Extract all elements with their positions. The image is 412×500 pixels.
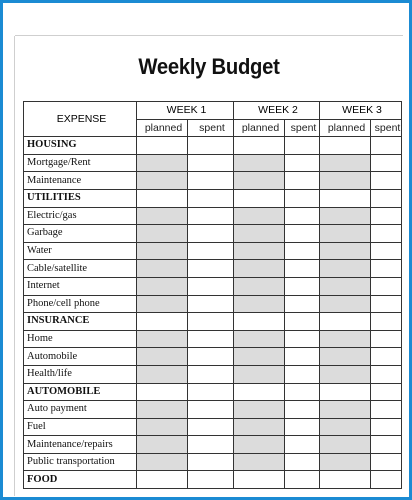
- expense-label: Home: [24, 330, 137, 348]
- week-1-spent-cell[interactable]: [188, 383, 234, 401]
- week-1-planned-cell[interactable]: [137, 189, 188, 207]
- expense-label: Auto payment: [24, 401, 137, 419]
- week-1-planned-cell[interactable]: [137, 453, 188, 471]
- expense-row: [24, 348, 402, 366]
- week-3-planned-cell[interactable]: [320, 277, 371, 295]
- expense-label: Maintenance/repairs: [24, 436, 137, 454]
- expense-label: Garbage: [24, 225, 137, 243]
- section-label: INSURANCE: [24, 313, 137, 331]
- week-3-spent-cell[interactable]: [371, 313, 402, 331]
- expense-label: Cable/satellite: [24, 260, 137, 278]
- week-1-spent-cell[interactable]: [188, 277, 234, 295]
- week-2-planned-cell[interactable]: [234, 260, 285, 278]
- week-1-planned-cell[interactable]: [137, 313, 188, 331]
- week-2-planned-cell[interactable]: [234, 330, 285, 348]
- week-1-planned-cell[interactable]: [137, 295, 188, 313]
- section-label: UTILITIES: [24, 189, 137, 207]
- week-1-spent-cell[interactable]: [188, 365, 234, 383]
- week-2-spent-cell[interactable]: [285, 418, 320, 436]
- week-3-spent-cell[interactable]: [371, 207, 402, 225]
- week-2-planned-cell[interactable]: [234, 225, 285, 243]
- week-3-spent-cell[interactable]: [371, 436, 402, 454]
- week-2-spent-cell[interactable]: [285, 365, 320, 383]
- week-3-planned-cell[interactable]: [320, 471, 371, 489]
- week-1-planned-header: planned: [137, 119, 188, 137]
- week-3-planned-cell[interactable]: [320, 137, 371, 155]
- week-3-planned-cell[interactable]: [320, 330, 371, 348]
- week-2-planned-cell[interactable]: [234, 313, 285, 331]
- week-1-spent-cell[interactable]: [188, 453, 234, 471]
- week-1-spent-cell[interactable]: [188, 418, 234, 436]
- expense-row: [24, 154, 402, 172]
- week-2-planned-cell[interactable]: [234, 189, 285, 207]
- week-2-planned-cell[interactable]: [234, 348, 285, 366]
- week-2-spent-cell[interactable]: [285, 436, 320, 454]
- expense-row: [24, 242, 402, 260]
- expense-row: [24, 436, 402, 454]
- page-title: Weekly Budget: [138, 54, 280, 79]
- week-2-spent-cell[interactable]: [285, 277, 320, 295]
- week-3-spent-cell[interactable]: [371, 348, 402, 366]
- week-1-planned-cell[interactable]: [137, 365, 188, 383]
- week-3-spent-cell[interactable]: [371, 383, 402, 401]
- expense-row: [24, 277, 402, 295]
- week-2-planned-cell[interactable]: [234, 172, 285, 190]
- week-1-spent-cell[interactable]: [188, 401, 234, 419]
- week-3-planned-cell[interactable]: [320, 383, 371, 401]
- week-1-spent-cell[interactable]: [188, 172, 234, 190]
- week-3-spent-cell[interactable]: [371, 189, 402, 207]
- week-2-planned-cell[interactable]: [234, 453, 285, 471]
- expense-label: Automobile: [24, 348, 137, 366]
- week-3-spent-cell[interactable]: [371, 260, 402, 278]
- week-2-spent-cell[interactable]: [285, 225, 320, 243]
- week-2-spent-cell[interactable]: [285, 348, 320, 366]
- week-1-planned-cell[interactable]: [137, 348, 188, 366]
- week-3-planned-cell[interactable]: [320, 225, 371, 243]
- expense-row: [24, 207, 402, 225]
- week-3-planned-cell[interactable]: [320, 189, 371, 207]
- expense-row: [24, 453, 402, 471]
- week-1-spent-cell[interactable]: [188, 260, 234, 278]
- section-row: [24, 471, 402, 489]
- week-1-spent-cell[interactable]: [188, 313, 234, 331]
- section-row: [24, 313, 402, 331]
- expense-label: Mortgage/Rent: [24, 154, 137, 172]
- week-3-spent-cell[interactable]: [371, 401, 402, 419]
- week-2-spent-cell[interactable]: [285, 453, 320, 471]
- expense-row: [24, 401, 402, 419]
- week-1-planned-cell[interactable]: [137, 154, 188, 172]
- week-3-spent-cell[interactable]: [371, 172, 402, 190]
- week-1-planned-cell[interactable]: [137, 330, 188, 348]
- week-2-planned-header: planned: [234, 119, 285, 137]
- week-2-planned-cell[interactable]: [234, 365, 285, 383]
- week-2-header: WEEK 2: [234, 102, 320, 120]
- section-row: [24, 383, 402, 401]
- expense-row: [24, 260, 402, 278]
- expense-row: [24, 295, 402, 313]
- week-2-planned-cell[interactable]: [234, 154, 285, 172]
- week-3-planned-cell[interactable]: [320, 260, 371, 278]
- expense-header: EXPENSE: [24, 102, 137, 137]
- expense-label: Maintenance: [24, 172, 137, 190]
- week-2-spent-cell[interactable]: [285, 242, 320, 260]
- week-3-spent-cell[interactable]: [371, 277, 402, 295]
- week-3-spent-cell[interactable]: [371, 330, 402, 348]
- expense-label: Water: [24, 242, 137, 260]
- week-1-spent-cell[interactable]: [188, 242, 234, 260]
- week-2-planned-cell[interactable]: [234, 418, 285, 436]
- week-3-spent-cell[interactable]: [371, 242, 402, 260]
- header-row: [24, 102, 402, 120]
- section-label: FOOD: [24, 471, 137, 489]
- week-2-spent-cell[interactable]: [285, 313, 320, 331]
- week-1-spent-cell[interactable]: [188, 189, 234, 207]
- week-1-spent-cell[interactable]: [188, 137, 234, 155]
- week-3-planned-cell[interactable]: [320, 207, 371, 225]
- week-2-planned-cell[interactable]: [234, 436, 285, 454]
- week-1-spent-cell[interactable]: [188, 330, 234, 348]
- week-3-planned-cell[interactable]: [320, 436, 371, 454]
- expense-row: [24, 225, 402, 243]
- week-2-spent-cell[interactable]: [285, 172, 320, 190]
- week-1-spent-header: spent: [188, 119, 234, 137]
- week-3-spent-cell[interactable]: [371, 137, 402, 155]
- week-1-header: WEEK 1: [137, 102, 234, 120]
- week-1-spent-cell[interactable]: [188, 295, 234, 313]
- week-1-planned-cell[interactable]: [137, 242, 188, 260]
- week-1-planned-cell[interactable]: [137, 401, 188, 419]
- week-3-planned-header: planned: [320, 119, 371, 137]
- week-2-planned-cell[interactable]: [234, 277, 285, 295]
- week-3-planned-cell[interactable]: [320, 418, 371, 436]
- week-2-planned-cell[interactable]: [234, 137, 285, 155]
- week-2-planned-cell[interactable]: [234, 207, 285, 225]
- expense-label: Phone/cell phone: [24, 295, 137, 313]
- week-1-spent-cell[interactable]: [188, 225, 234, 243]
- week-2-planned-cell[interactable]: [234, 383, 285, 401]
- week-2-planned-cell[interactable]: [234, 295, 285, 313]
- expense-label: Health/life: [24, 365, 137, 383]
- week-2-spent-cell[interactable]: [285, 189, 320, 207]
- week-3-planned-cell[interactable]: [320, 154, 371, 172]
- week-3-spent-cell[interactable]: [371, 453, 402, 471]
- week-1-planned-cell[interactable]: [137, 418, 188, 436]
- week-3-spent-cell[interactable]: [371, 471, 402, 489]
- week-3-planned-cell[interactable]: [320, 242, 371, 260]
- expense-label: Electric/gas: [24, 207, 137, 225]
- week-2-spent-cell[interactable]: [285, 295, 320, 313]
- week-2-spent-cell[interactable]: [285, 401, 320, 419]
- week-3-header: WEEK 3: [320, 102, 402, 120]
- week-2-spent-cell[interactable]: [285, 260, 320, 278]
- week-1-planned-cell[interactable]: [137, 137, 188, 155]
- week-2-spent-cell[interactable]: [285, 154, 320, 172]
- week-3-planned-cell[interactable]: [320, 348, 371, 366]
- expense-row: [24, 418, 402, 436]
- week-1-planned-cell[interactable]: [137, 207, 188, 225]
- week-3-spent-cell[interactable]: [371, 365, 402, 383]
- week-3-planned-cell[interactable]: [320, 401, 371, 419]
- week-1-planned-cell[interactable]: [137, 225, 188, 243]
- expense-row: [24, 365, 402, 383]
- week-2-planned-cell[interactable]: [234, 401, 285, 419]
- week-3-spent-cell[interactable]: [371, 154, 402, 172]
- week-1-spent-cell[interactable]: [188, 154, 234, 172]
- week-3-planned-cell[interactable]: [320, 365, 371, 383]
- week-1-spent-cell[interactable]: [188, 348, 234, 366]
- section-row: [24, 137, 402, 155]
- week-1-spent-cell[interactable]: [188, 436, 234, 454]
- expense-row: [24, 172, 402, 190]
- expense-label: Public transportation: [24, 453, 137, 471]
- week-3-spent-cell[interactable]: [371, 418, 402, 436]
- week-2-spent-header: spent: [285, 119, 320, 137]
- section-label: AUTOMOBILE: [24, 383, 137, 401]
- week-3-planned-cell[interactable]: [320, 313, 371, 331]
- week-2-spent-cell[interactable]: [285, 137, 320, 155]
- week-3-planned-cell[interactable]: [320, 295, 371, 313]
- week-1-planned-cell[interactable]: [137, 383, 188, 401]
- section-label: HOUSING: [24, 137, 137, 155]
- budget-sheet: [15, 36, 403, 496]
- week-3-spent-cell[interactable]: [371, 225, 402, 243]
- expense-label: Internet: [24, 277, 137, 295]
- week-3-spent-header: spent: [371, 119, 402, 137]
- week-2-spent-cell[interactable]: [285, 383, 320, 401]
- week-1-planned-cell[interactable]: [137, 471, 188, 489]
- week-3-planned-cell[interactable]: [320, 453, 371, 471]
- week-1-planned-cell[interactable]: [137, 172, 188, 190]
- week-1-spent-cell[interactable]: [188, 471, 234, 489]
- expense-label: Fuel: [24, 418, 137, 436]
- week-2-planned-cell[interactable]: [234, 471, 285, 489]
- week-1-planned-cell[interactable]: [137, 436, 188, 454]
- week-2-spent-cell[interactable]: [285, 207, 320, 225]
- section-row: [24, 189, 402, 207]
- week-1-spent-cell[interactable]: [188, 207, 234, 225]
- expense-row: [24, 330, 402, 348]
- week-3-spent-cell[interactable]: [371, 295, 402, 313]
- week-2-spent-cell[interactable]: [285, 471, 320, 489]
- week-1-planned-cell[interactable]: [137, 260, 188, 278]
- week-1-planned-cell[interactable]: [137, 277, 188, 295]
- budget-table: [23, 101, 402, 489]
- week-2-spent-cell[interactable]: [285, 330, 320, 348]
- week-2-planned-cell[interactable]: [234, 242, 285, 260]
- week-3-planned-cell[interactable]: [320, 172, 371, 190]
